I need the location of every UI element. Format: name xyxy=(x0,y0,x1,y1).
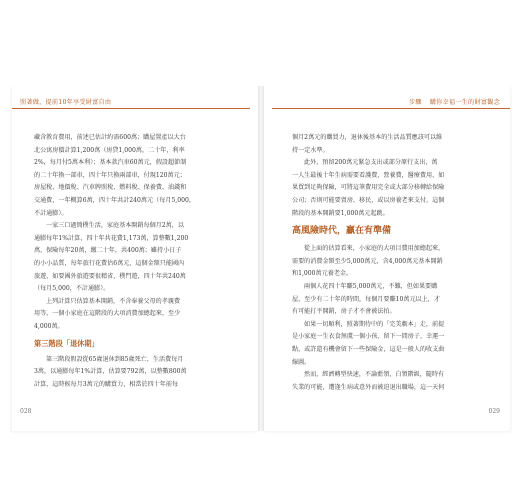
body-line: 計算，這時候每月3萬元的購買力，相當於四十年前每 xyxy=(34,380,179,388)
body-line: 兩個人花四十年賺5,000萬元，不難，但如果要購 xyxy=(304,282,438,290)
body-line: 4,000萬。 xyxy=(34,322,64,330)
body-line: 房屋稅、地價稅、汽車牌照稅、燃料稅、保養費、油錢和 xyxy=(34,184,187,192)
body-line: 有可能打平開銷，房子才不會被法拍。 xyxy=(292,308,396,316)
right-body-text xyxy=(292,132,492,394)
body-line: 點，或許還有機會留下一些保險金，這是一般人的收支曲 xyxy=(292,345,445,353)
body-line: 萬，保險每年20萬，繳二十年，共400萬；雖持小日子 xyxy=(34,247,182,255)
body-line: 是小家庭一生衣食無虞一個小孩，留下一間房子，幸運一 xyxy=(292,333,445,341)
body-line: 3萬，以通膨每年1%計算，估算要792萬，以整數800萬 xyxy=(34,368,187,376)
body-line: 通膨每年1%計算，四十年共花費1,173萬，算整數1,200 xyxy=(34,234,189,242)
body-line: 從上面的估算看來，小家庭的大項目費用加總起來， xyxy=(304,245,445,253)
body-line: 階段的基本開銷要1,000萬元起跳。 xyxy=(292,209,389,217)
body-line: 用等，一個小家庭在這階段的大項消費加總起來，至少 xyxy=(34,310,181,318)
body-line: 2%，每月付5萬本利）；基本款汽車60萬元，假設超節制 xyxy=(34,159,187,167)
running-head-step: 步驟 xyxy=(408,99,422,106)
body-line: 和1,000萬元養老金。 xyxy=(292,270,353,278)
left-page xyxy=(12,86,258,431)
body-line: 一家三口過簡樸生活，家庭基本開銷每個月2萬，以 xyxy=(46,222,184,230)
body-line: 公司；否則可能要賣房、移民，或以房養老來支付，這個 xyxy=(292,196,445,204)
body-line: （每月5,000，不計通膨）。 xyxy=(34,285,110,293)
right-page xyxy=(264,86,510,431)
body-line: 失業的可能，遭逢生病或意外而被迫退出職場，這一天何 xyxy=(292,383,445,391)
body-line: 的小小品質，每年旅行花費估6萬元，這個金額只能國內 xyxy=(34,259,185,267)
body-line: 如果一切順利，照著期待中的「完美劇本」走，前提 xyxy=(304,320,445,328)
body-line: 個月2萬元的購買力，退休後基本的生活品質應該可以維 xyxy=(292,134,443,141)
section-heading: 高風險時代，贏在有準備 xyxy=(292,226,392,237)
body-line: 藏含教育費用，前述已估計約需600萬；購屋置產以大台 xyxy=(34,134,186,141)
right-head-rule xyxy=(272,108,510,109)
section-heading: 第三階段「退休期」 xyxy=(34,338,99,348)
body-line: 持一定水準。 xyxy=(292,146,329,154)
body-line: 一人生最後十年生病需要看護費，營養費，醫療費用，如 xyxy=(292,171,445,179)
body-line: 第三階段假設從65歲退休到85歲死亡，生活費每月 xyxy=(46,355,184,363)
left-page-number: 028 xyxy=(20,408,32,415)
right-running-head xyxy=(409,97,500,106)
body-line: 的二十年換一部車，四十年只換兩部車，付現120萬元； xyxy=(34,171,186,179)
body-line: 此外，預留200萬元緊急支出或部分原行支出，萬 xyxy=(304,159,438,167)
body-line: 上列計算只估算基本開銷，不含奉養父母的孝親費 xyxy=(46,297,181,305)
body-line: 旅遊，如要國外旅遊要很精省，樸門遊，四十年共240萬 xyxy=(34,272,186,280)
body-line: 需要的消費金額至少5,000萬元，含4,000萬元基本開銷 xyxy=(292,257,443,265)
running-head-title: 購你幸福一生的財富觀念 xyxy=(429,99,500,106)
left-body-text xyxy=(34,132,234,391)
left-running-head: 照著做，提前10年享受財富自由 xyxy=(20,99,112,106)
body-line: 然而，經濟轉型快速，不論藍領，白領階級，隨時有 xyxy=(304,371,445,379)
body-line: 不計通膨）。 xyxy=(34,209,68,217)
body-line: 交通費，一年概算6萬，四十年共計240萬元（每月5,000， xyxy=(34,196,195,204)
body-line: 線圖。 xyxy=(292,358,311,366)
body-line: 屋，至少有二十年的時間，每個月要賺10萬元以上，才 xyxy=(292,295,440,303)
body-line: 北公寓房價計算1,200萬（房貸1,000萬，二十年，利率 xyxy=(34,146,185,154)
body-line: 果買到足夠保險，可將這筆費用完全或大部分移轉給保險 xyxy=(292,184,445,192)
right-page-number: 029 xyxy=(488,408,500,415)
left-head-rule xyxy=(12,108,250,109)
